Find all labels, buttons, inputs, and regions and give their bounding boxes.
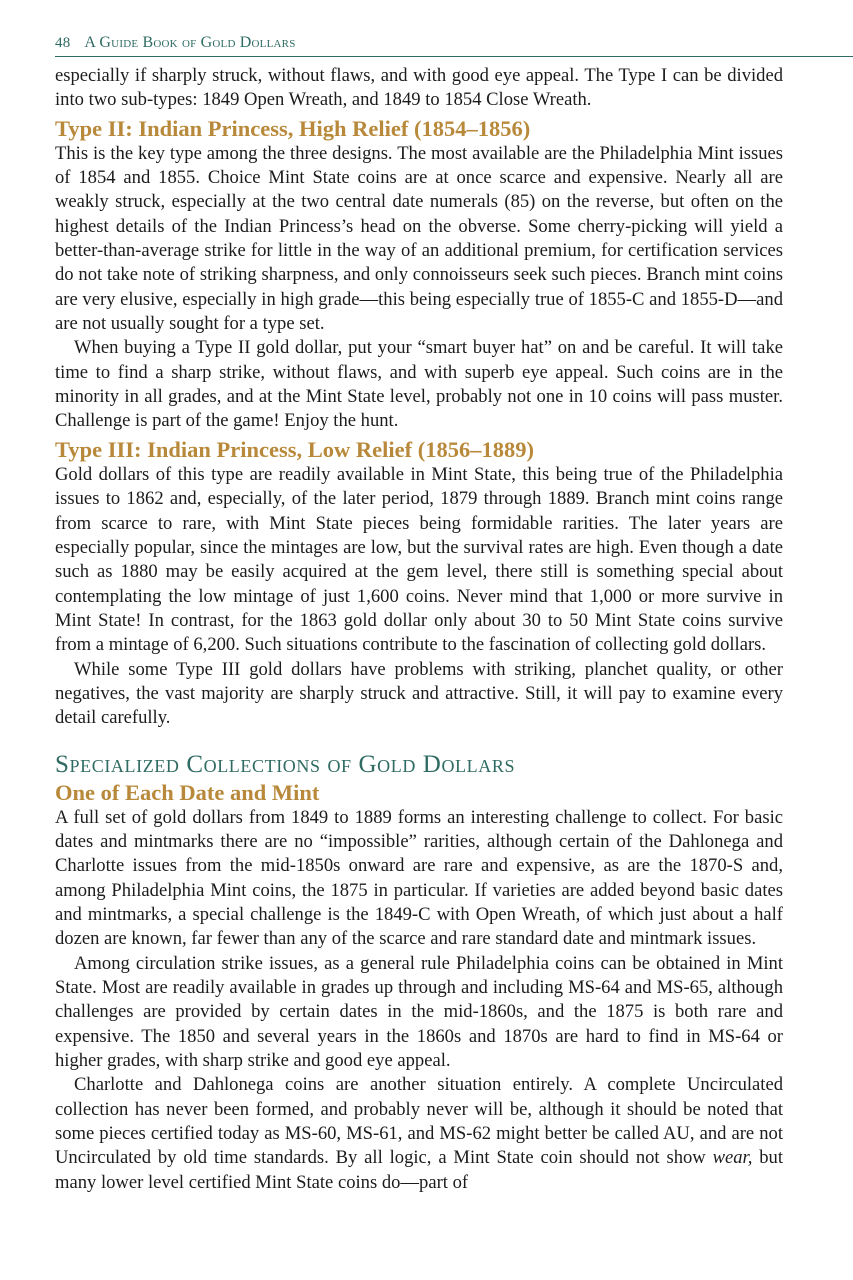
type-iii-paragraph-1: Gold dollars of this type are readily available in Mint State, this being true of the Philadelphia issues to 1862 and, especially, of the later period, 1879 through 1889. Branch mint coins range from scarce to rare, with Mint State pieces being formidable rarities. The later years are especially popular, since the mintages are low, but the survival rates are high. Even though a date such as 1880 may be easily acquired at the gem level, there still is something special about contemplating the low mintage of just 1,600 coins. Never mind that 1,000 or more survive in Mint State! In contrast, for the 1863 gold dollar only about 30 to 50 Mint State coins survive from a mintage of 6,200. Such situations contribute to the fascination of collecting gold dollars. — [55, 463, 783, 656]
type-iii-heading: Type III: Indian Princess, Low Relief (1856–1889) — [55, 436, 534, 462]
specialized-paragraph-2: Among circulation strike issues, as a general rule Philadelphia coins can be obtained in Mint State. Most are readily available in grades up through and including MS-64 and MS-65, although challenges are provided by certain dates in the mid-1860s, and the 1875 is both rare and expensive. The 1850 and several years in the 1860s and 1870s are hard to find in MS-64 or higher grades, with sharp strike and good eye appeal. — [55, 952, 783, 1072]
paragraph-3-text-end: but many lower level certified Mint State coins do—part of — [55, 1147, 783, 1193]
date-and-mint-subheading: One of Each Date and Mint — [55, 779, 320, 805]
paragraph-3-text-start: Charlotte and Dahlonega coins are another situation entirely. A complete Uncirculated collection has never been formed, and probably never will be, although it should be noted that some pieces certified today as MS-60, MS-61, and MS-62 might better be called AU, and are not Uncirculated by old time standards. By all logic, a Mint State coin should not show — [55, 1074, 783, 1169]
paragraph-3-italic-word: wear, — [712, 1147, 753, 1169]
type-ii-heading: Type II: Indian Princess, High Relief (1854–1856) — [55, 115, 531, 141]
specialized-paragraph-3 — [55, 1073, 783, 1195]
type-ii-paragraph-1: This is the key type among the three designs. The most available are the Philadelphia Mint issues of 1854 and 1855. Choice Mint State coins are at once scarce and expensive. Nearly all are weakly struck, especially at the two central date numerals (85) on the reverse, but often on the highest details of the Indian Princess’s head on the obverse. Some cherry-picking will yield a better-than-average strike for little in the way of an additional premium, for certification services do not take note of striking sharpness, and only connoisseurs seek such pieces. Branch mint coins are very elusive, especially in high grade—this being especially true of 1855-C and 1855-D—and are not usually sought for a type set. — [55, 142, 783, 335]
specialized-paragraph-1: A full set of gold dollars from 1849 to 1889 forms an interesting challenge to collect. For basic dates and mintmarks there are no “impossible” rarities, although certain of the Dahlonega and Charlotte issues from the mid-1850s onward are rare and expensive, as are the 1870-S and, among Philadelphia Mint coins, the 1875 in particular. If varieties are added beyond basic dates and mintmarks, a special challenge is the 1849-C with Open Wreath, of which just about a half dozen are known, far fewer than any of the scarce and rare standard date and mintmark issues. — [55, 806, 783, 950]
page-number: 48 — [55, 35, 71, 51]
body-text — [55, 64, 783, 1195]
type-ii-paragraph-2: When buying a Type II gold dollar, put your “smart buyer hat” on and be careful. It will take time to find a sharp strike, without flaws, and with superb eye appeal. Such coins are in the minority in all grades, and at the Mint State level, probably not one in 10 coins will pass muster. Challenge is part of the game! Enjoy the hunt. — [55, 337, 783, 432]
running-title: A Guide Book of Gold Dollars — [84, 34, 296, 51]
specialized-collections-heading: Specialized Collections of Gold Dollars — [55, 750, 516, 778]
running-head — [55, 34, 853, 57]
continuation-paragraph: especially if sharply struck, without flaws, and with good eye appeal. The Type I can be divided into two sub-types: 1849 Open Wreath, and 1849 to 1854 Close Wreath. — [55, 65, 783, 111]
type-iii-paragraph-2: While some Type III gold dollars have problems with striking, planchet quality, or other negatives, the vast majority are sharply struck and attractive. Still, it will pay to examine every detail carefully. — [55, 658, 783, 729]
